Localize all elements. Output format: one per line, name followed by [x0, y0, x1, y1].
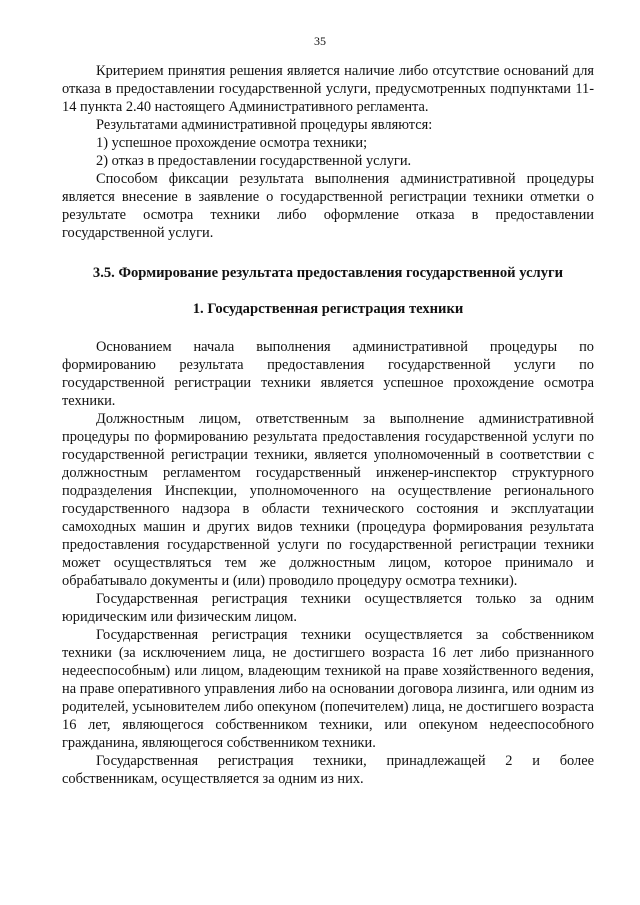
list-item-result-1: 1) успешное прохождение осмотра техники; [96, 135, 368, 151]
paragraph-responsible-official: Должностным лицом, ответственным за выполнение административной процедуры по формированию результата предоставления государственной услуги по государственной регистрации техники, является уполномоченный в соответствии с должностным регламентом государственный инженер-инспектор структурного подразделения Инспекции, уполномоченного на осуществление регионального государственного надзора в области технического состояния и эксплуатации самоходных машин и других видов техники (процедура формирования результата предоставления государственной услуги по государственной регистрации техники может осуществляться тем же должностным лицом, которое принимало и обрабатывало документы и (или) проводило процедуру осмотра техники). [62, 411, 594, 589]
paragraph-fixation-method: Способом фиксации результата выполнения административной процедуры является внесение в заявление о государственной регистрации техники отметки о результате осмотра техники либо оформление отказа в предоставлении государственной услуги. [62, 171, 594, 241]
paragraph-results-intro: Результатами административной процедуры являются: [96, 117, 433, 133]
page-number: 35 [314, 34, 326, 48]
paragraph-multiple-owners: Государственная регистрация техники, принадлежащей 2 и более собственникам, осуществляется за одним из них. [62, 753, 594, 787]
section-heading: 3.5. Формирование результата предоставления государственной услуги [92, 265, 564, 281]
paragraph-basis: Основанием начала выполнения административной процедуры по формированию результата предоставления государственной услуги по государственной регистрации техники является успешное прохождение осмотра техники. [62, 339, 594, 409]
sub-heading: 1. Государственная регистрация техники [192, 301, 464, 317]
paragraph-decision-criterion: Критерием принятия решения является наличие либо отсутствие оснований для отказа в предоставлении государственной услуги, предусмотренных подпунктами 11-14 пункта 2.40 настоящего Административного регламента. [62, 63, 594, 115]
list-item-result-2: 2) отказ в предоставлении государственной услуги. [96, 153, 412, 169]
paragraph-registration-holder: Государственная регистрация техники осуществляется за собственником техники (за исключением лица, не достигшего возраста 16 лет либо признанного недееспособным) или лицом, владеющим техникой на праве хозяйственного ведения, на праве оперативного управления либо на основании договора лизинга, или одним из родителей, усыновителем либо опекуном (попечителем) лица, не достигшего возраста 16 лет, являющегося собственником техники, или опекуном недееспособного гражданина, являющегося собственником техники. [62, 627, 594, 751]
document-body [62, 62, 594, 788]
paragraph-single-owner: Государственная регистрация техники осуществляется только за одним юридическим или физическим лицом. [62, 591, 594, 625]
